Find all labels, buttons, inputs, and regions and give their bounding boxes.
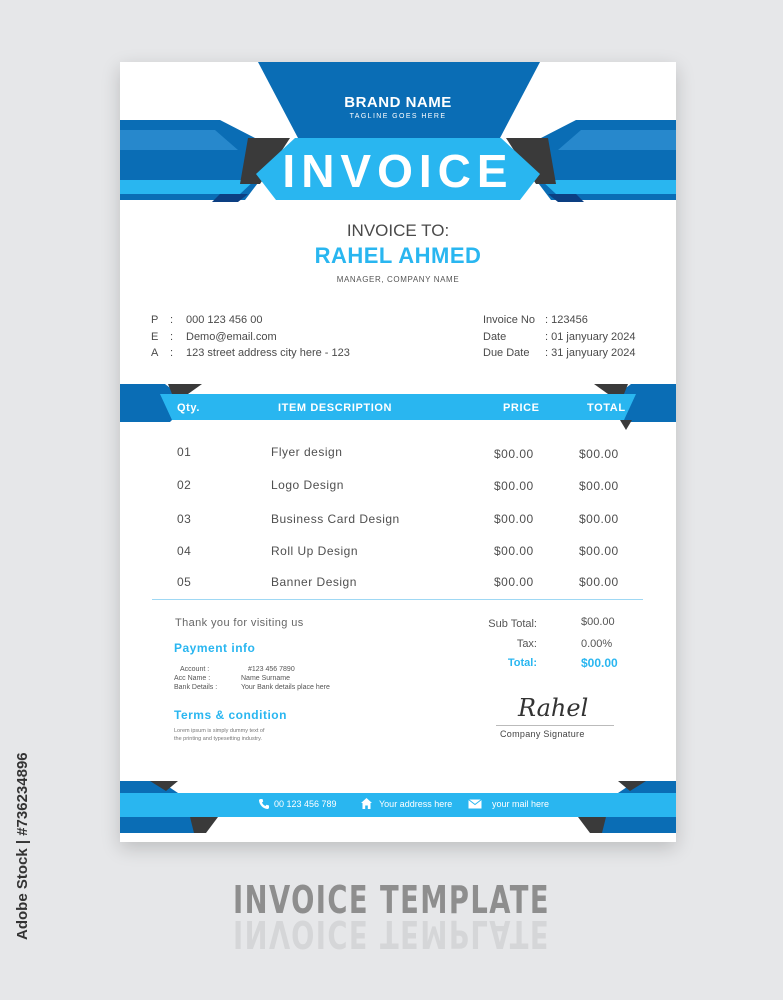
subtotal-label: Sub Total: (488, 618, 537, 630)
payment-label-account: Account : (180, 666, 210, 673)
footer-decoration (120, 777, 676, 842)
row-total: $00.00 (579, 512, 619, 526)
meta-value-due: : 31 janyuary 2024 (545, 347, 636, 359)
footer-address: Your address here (379, 799, 453, 809)
phone-icon (258, 798, 270, 810)
mail-icon (468, 799, 482, 809)
row-description: Flyer design (271, 445, 343, 459)
meta-label-date: Date (483, 331, 507, 343)
meta-label-due: Due Date (483, 347, 530, 359)
signature-line (496, 725, 614, 726)
footer-phone: 00 123 456 789 (274, 799, 337, 809)
brand-name: BRAND NAME (344, 94, 452, 111)
total-label: Total: (507, 657, 537, 669)
row-price: $00.00 (494, 544, 534, 558)
row-price: $00.00 (494, 575, 534, 589)
contact-key-phone: P (151, 314, 159, 326)
terms-line-2: the printing and typesetting industry. (174, 736, 262, 742)
payment-value-account: #123 456 7890 (248, 666, 295, 673)
row-price: $00.00 (494, 479, 534, 493)
contact-sep: : (170, 314, 174, 326)
tax-value: 0.00% (581, 638, 613, 650)
invoice-to-label: INVOICE TO: (346, 221, 450, 240)
row-description: Banner Design (271, 575, 357, 589)
col-header-price: PRICE (503, 402, 540, 414)
meta-label-number: Invoice No (483, 314, 535, 326)
contact-sep: : (170, 331, 174, 343)
home-icon (360, 797, 373, 810)
payment-label-acc-name: Acc Name : (174, 675, 211, 682)
row-qty: 05 (177, 575, 192, 589)
tax-label: Tax: (516, 638, 537, 650)
row-description: Roll Up Design (271, 544, 359, 558)
row-total: $00.00 (579, 479, 619, 493)
contact-address: 123 street address city here - 123 (186, 347, 350, 359)
payment-title: Payment info (174, 641, 256, 655)
contact-phone: 000 123 456 00 (186, 314, 263, 326)
brand-tagline: TAGLINE GOES HERE (349, 113, 447, 120)
invoice-sheet (120, 62, 676, 842)
signature-label: Company Signature (500, 729, 585, 739)
footer-mail: your mail here (492, 799, 550, 809)
contact-key-email: E (151, 331, 159, 343)
meta-value-number: : 123456 (545, 314, 588, 326)
total-value: $00.00 (581, 656, 618, 670)
col-header-qty: Qty. (177, 402, 200, 414)
row-total: $00.00 (579, 447, 619, 461)
payment-value-bank: Your Bank details place here (241, 684, 330, 691)
terms-title: Terms & condition (174, 708, 287, 722)
row-description: Business Card Design (271, 512, 400, 526)
table-divider (152, 599, 643, 600)
terms-line-1: Lorem ipsum is simply dummy text of (174, 728, 265, 734)
caption-title: INVOICE TEMPLATE (232, 878, 551, 922)
client-name: RAHEL AHMED (314, 243, 482, 268)
payment-label-bank: Bank Details : (174, 684, 218, 691)
row-qty: 03 (177, 512, 192, 526)
stock-watermark (14, 752, 34, 940)
client-role: MANAGER, COMPANY NAME (336, 275, 460, 284)
payment-value-acc-name: Name Surname (241, 675, 291, 682)
stock-id: Adobe Stock | #736234896 (14, 752, 31, 940)
contact-email: Demo@email.com (186, 331, 277, 343)
row-description: Logo Design (271, 478, 344, 492)
subtotal-value: $00.00 (581, 616, 615, 628)
col-header-description: ITEM DESCRIPTION (278, 402, 393, 414)
row-total: $00.00 (579, 575, 619, 589)
row-qty: 01 (177, 445, 192, 459)
row-qty: 04 (177, 544, 192, 558)
row-qty: 02 (177, 478, 192, 492)
signature-script: Rahel (518, 694, 589, 722)
row-price: $00.00 (494, 512, 534, 526)
invoice-title: INVOICE (282, 145, 514, 197)
row-total: $00.00 (579, 544, 619, 558)
contact-key-address: A (151, 347, 159, 359)
col-header-total: TOTAL (587, 402, 626, 414)
thanks-text: Thank you for visiting us (175, 617, 304, 629)
meta-value-date: : 01 janyuary 2024 (545, 331, 636, 343)
row-price: $00.00 (494, 447, 534, 461)
contact-sep: : (170, 347, 174, 359)
caption-reflection: INVOICE TEMPLATE (232, 912, 551, 956)
